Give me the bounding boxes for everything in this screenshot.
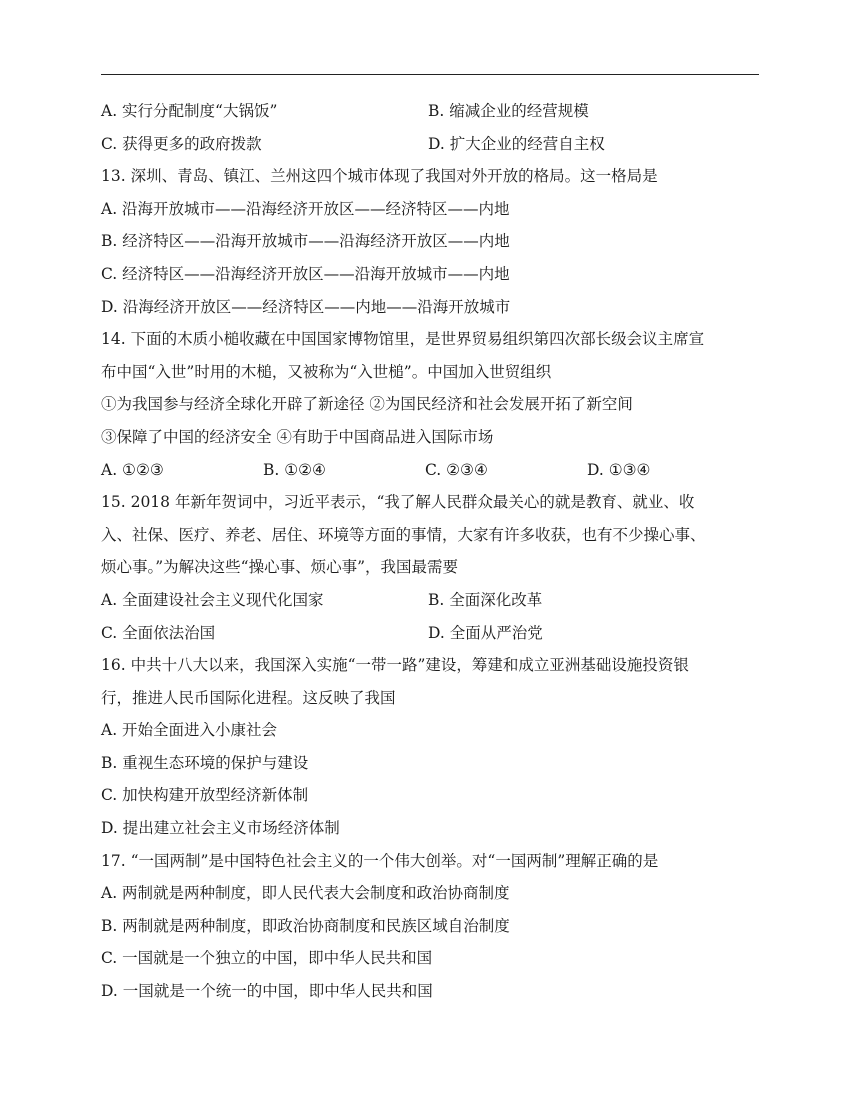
q15-stem-line-1: 15. 2018 年新年贺词中，习近平表示，“我了解人民群众最关心的就是教育、就业、收 <box>101 493 695 512</box>
q16-option-d: D. 提出建立社会主义市场经济体制 <box>101 819 340 838</box>
q12-option-a: A. 实行分配制度“大锅饭” <box>101 102 278 120</box>
q15-option-a: A. 全面建设社会主义现代化国家 <box>101 590 324 609</box>
q14-statements-line-1: ①为我国参与经济全球化开辟了新途径 ②为国民经济和社会发展开拓了新空间 <box>101 395 633 414</box>
q15-option-b: B. 全面深化改革 <box>428 590 543 609</box>
exam-page <box>101 95 771 1008</box>
q17-option-b: B. 两制就是两种制度，即政治协商制度和民族区域自治制度 <box>101 916 510 935</box>
q15-stem-line-3: 烦心事。”为解决这些“操心事、烦心事”，我国最需要 <box>101 558 459 577</box>
q14-option-b: B. ①②④ <box>263 460 326 479</box>
q17-stem: 17. “一国两制”是中国特色社会主义的一个伟大创举。对“一国两制”理解正确的是 <box>101 851 659 870</box>
q14-option-d: D. ①③④ <box>587 460 651 479</box>
q16-stem-line-1: 16. 中共十八大以来，我国深入实施“一带一路”建设，筹建和成立亚洲基础设施投资银 <box>101 656 689 675</box>
q14-statements-line-2: ③保障了中国的经济安全 ④有助于中国商品进入国际市场 <box>101 427 494 446</box>
q16-option-c: C. 加快构建开放型经济新体制 <box>101 786 309 805</box>
q13-stem: 13. 深圳、青岛、镇江、兰州这四个城市体现了我国对外开放的格局。这一格局是 <box>101 167 658 186</box>
q13-option-b: B. 经济特区——沿海开放城市——沿海经济开放区——内地 <box>101 232 510 251</box>
q15-option-d: D. 全面从严治党 <box>428 623 543 642</box>
q16-stem-line-2: 行，推进人民币国际化进程。这反映了我国 <box>101 688 396 707</box>
q13-option-c: C. 经济特区——沿海经济开放区——沿海开放城市——内地 <box>101 264 510 283</box>
q13-option-d: D. 沿海经济开放区——经济特区——内地——沿海开放城市 <box>101 297 511 316</box>
header-rule <box>101 74 759 75</box>
q13-option-a: A. 沿海开放城市——沿海经济开放区——经济特区——内地 <box>101 199 510 218</box>
q15-stem-line-2: 入、社保、医疗、养老、居住、环境等方面的事情，大家有许多收获，也有不少操心事、 <box>101 525 706 544</box>
q14-stem-line-2: 布中国“入世”时用的木槌，又被称为“入世槌”。中国加入世贸组织 <box>101 362 552 381</box>
q12-option-b: B. 缩减企业的经营规模 <box>428 102 589 120</box>
q17-option-a: A. 两制就是两种制度，即人民代表大会制度和政治协商制度 <box>101 884 510 903</box>
q14-options-row <box>101 454 771 487</box>
q17-option-c: C. 一国就是一个独立的中国，即中华人民共和国 <box>101 949 433 968</box>
q17-option-d: D. 一国就是一个统一的中国，即中华人民共和国 <box>101 982 433 1001</box>
q14-option-a: A. ①②③ <box>101 460 164 479</box>
q12-options-row-2 <box>101 128 771 161</box>
q12-option-c: C. 获得更多的政府拨款 <box>101 134 262 153</box>
q16-option-b: B. 重视生态环境的保护与建设 <box>101 753 309 772</box>
q12-options-row-1 <box>101 95 771 128</box>
q12-option-d: D. 扩大企业的经营自主权 <box>428 134 605 153</box>
q15-option-c: C. 全面依法治国 <box>101 623 216 642</box>
q15-options-row-2 <box>101 617 771 650</box>
q14-stem-line-1: 14. 下面的木质小槌收藏在中国国家博物馆里，是世界贸易组织第四次部长级会议主席宣 <box>101 330 705 349</box>
q16-option-a: A. 开始全面进入小康社会 <box>101 721 278 740</box>
q14-option-c: C. ②③④ <box>425 460 488 479</box>
q15-options-row-1 <box>101 584 771 617</box>
